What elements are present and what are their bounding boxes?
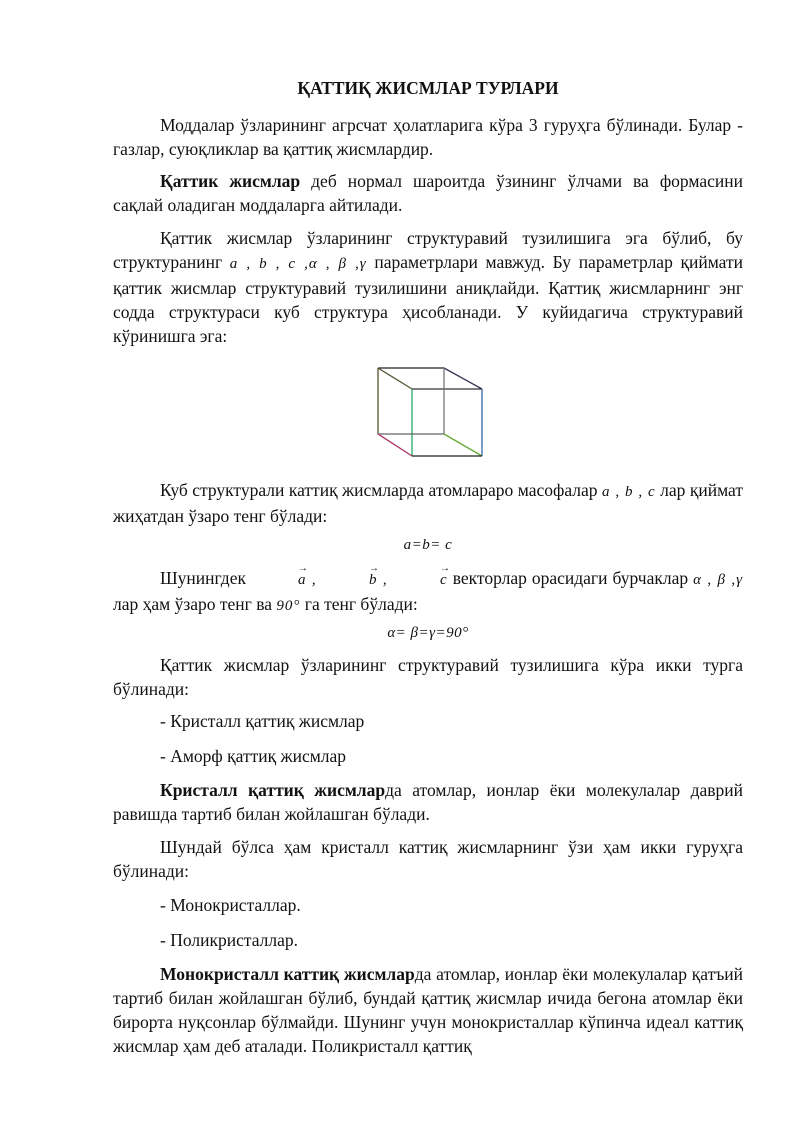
vector-b: → b xyxy=(322,568,378,592)
paragraph-text: га тенг бўлади: xyxy=(300,594,418,614)
paragraph-cube-distances xyxy=(113,478,743,528)
paragraph-monocrystal-definition xyxy=(113,962,743,1058)
paragraph-text: лар қиймат жиҳатдан ўзаро тенг бўлади: xyxy=(113,480,743,526)
list-item-polycrystals: - Поликристаллар. xyxy=(160,930,298,950)
paragraph-text: да атомлар, ионлар ёки молекулалар қатъий тартиб билан жойлашган бўлиб, бундай қаттиқ жисмлар ичида бегона атомлар ёки бирорта нуқсонлар бўлмайди. Шунинг учун монокристаллар кўпинча идеал каттиқ жисмлар ҳам деб аталади. Поликристалл қаттиқ xyxy=(113,964,743,1056)
paragraph-text: Қаттик жисмлар ўзларининг структуравий тузилишига эга бўлиб, бу структуранинг xyxy=(113,228,743,272)
list-item-crystalline: - Кристалл қаттиқ жисмлар xyxy=(160,711,365,731)
paragraph-crystal-groups: Шундай бўлса ҳам кристалл каттиқ жисмларнинг ўзи ҳам икки гуруҳга бўлинади: xyxy=(113,837,743,881)
paragraph-structure-parameters xyxy=(113,226,743,348)
paragraph-solid-definition xyxy=(113,169,743,217)
vector-a: → a xyxy=(251,568,307,592)
list-item-monocrystals: - Монокристаллар. xyxy=(160,895,301,915)
page-title: ҚАТТИҚ ЖИСМЛАР ТУРЛАРИ xyxy=(297,78,559,98)
paragraph-crystalline-definition xyxy=(113,778,743,826)
vector-c: → c xyxy=(393,568,448,592)
inline-math-abc: a , b , c xyxy=(602,484,656,500)
inline-math-angles: α , β ,γ xyxy=(693,572,744,588)
paragraph-text: Шунингдек xyxy=(160,568,251,588)
term-crystalline-solids: Кристалл қаттиқ жисмлар xyxy=(160,780,386,800)
paragraph-text: параметрлари мавжуд. Бу параметрлар қиймати қаттик жисмлар структуравий тузилишини аниқлайди. Қаттиқ жисмларнинг энг содда структураси куб структура ҳисобланади. У куйидагича структуравий кўринишга эга: xyxy=(113,252,743,346)
inline-math-vectors: → a , → b , → c xyxy=(251,572,448,588)
formula-equal-lengths: a=b= c xyxy=(403,537,453,553)
paragraph-two-types: Қаттик жисмлар ўзларининг структуравий тузилишига кўра икки турга бўлинади: xyxy=(113,655,743,699)
paragraph-vector-angles xyxy=(113,566,743,618)
list-item-amorphous: - Аморф қаттиқ жисмлар xyxy=(160,746,347,766)
inline-math-parameters: a , b , c ,α , β ,γ xyxy=(229,256,367,272)
inline-math-degree: 90° xyxy=(276,598,301,614)
paragraph-text: Куб структурали каттиқ жисмларда атомлараро масофалар xyxy=(160,480,602,500)
formula-equal-angles: α= β=γ=90° xyxy=(387,625,469,641)
paragraph-aggregate-states: Моддалар ўзларининг агрсчат ҳолатларига кўра 3 гуруҳга бўлинади. Булар - газлар, суюқликлар ва қаттиқ жисмлардир. xyxy=(113,115,743,159)
paragraph-text: векторлар орасидаги бурчаклар xyxy=(447,568,694,588)
term-solid-bodies: Қаттик жисмлар xyxy=(160,171,301,191)
term-monocrystalline-solids: Монокристалл каттиқ жисмлар xyxy=(160,964,415,984)
paragraph-text: да атомлар, ионлар ёки молекулалар даврий равишда тартиб билан жойлашган бўлади. xyxy=(113,780,743,824)
cube-structure-figure xyxy=(374,364,486,460)
paragraph-text: лар ҳам ўзаро тенг ва xyxy=(113,594,277,614)
paragraph-text: деб нормал шароитда ўзининг ўлчами ва формасини сақлай оладиган моддаларга айтилади. xyxy=(113,171,743,215)
